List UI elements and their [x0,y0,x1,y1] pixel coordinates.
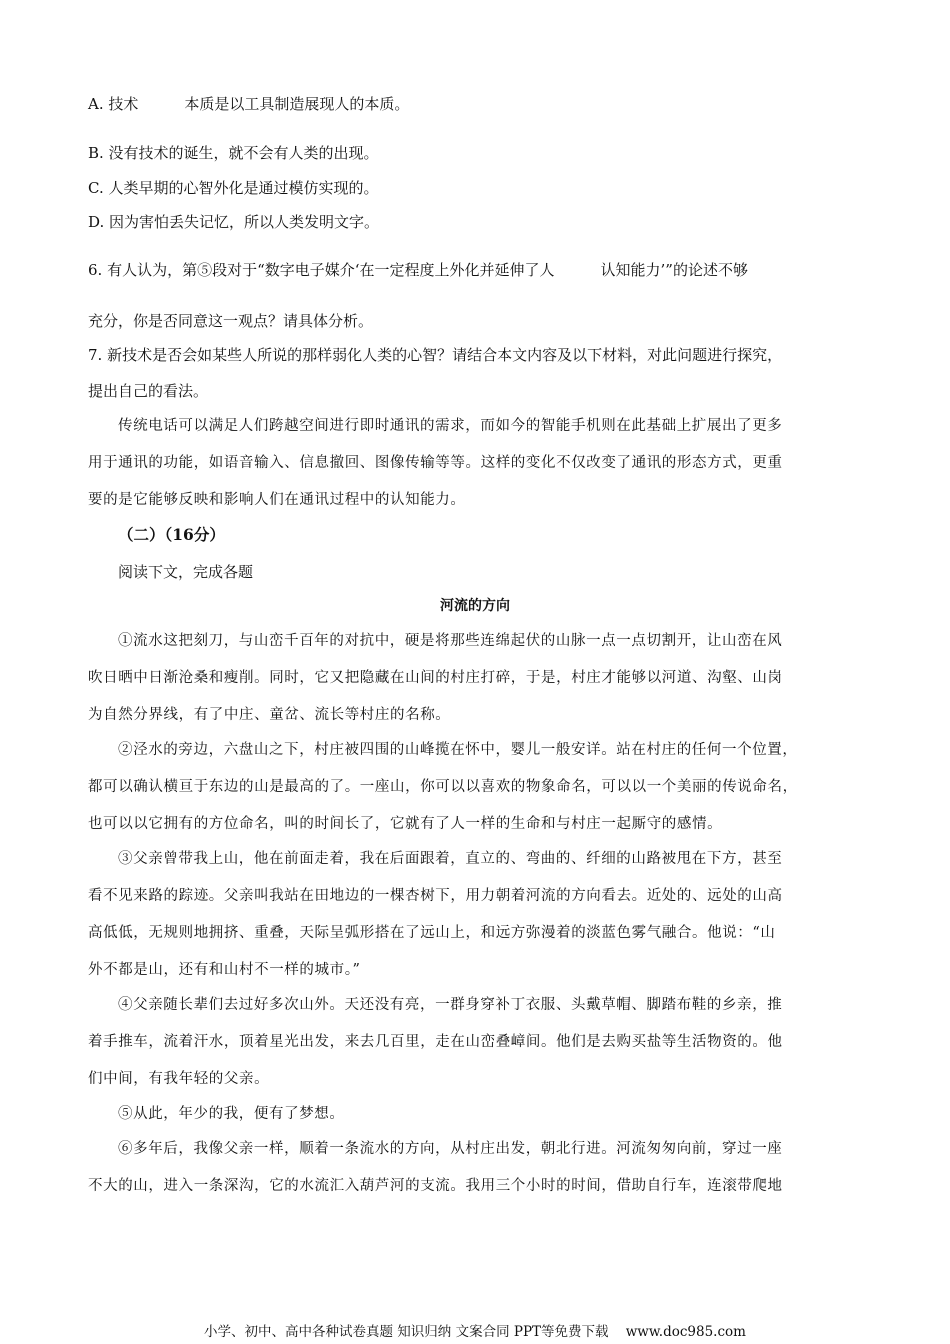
article-title: 河流的方向 [440,598,510,614]
paragraph-line: ①流水这把刻刀，与山峦千百年的对抗中，硬是将那些连绵起伏的山脉一点一点切割开，让山峦在风 [118,633,783,649]
question-7-line-2: 提出自己的看法。 [88,382,209,400]
paragraph-line: 吹日晒中日渐沧桑和瘦削。同时，它又把隐藏在山间的村庄打碎，于是，村庄才能够以河道、沟壑、山岗 [88,670,783,686]
paragraph-line: 为自然分界线，有了中庄、童岔、流长等村庄的名称。 [88,707,451,723]
paragraph-line: 们中间，有我年轻的父亲。 [88,1071,270,1087]
paragraph-line: ④父亲随长辈们去过好多次山外。天还没有亮，一群身穿补丁衣服、头戴草帽、脚踏布鞋的乡亲，推 [118,997,783,1013]
question-6-line-2: 充分，你是否同意这一观点？请具体分析。 [88,312,374,330]
question-7-line-1: 7. 新技术是否会如某些人所说的那样弱化人类的心智？请结合本文内容及以下材料，对此问题进行探究， [88,346,783,364]
paragraph-line: 都可以确认横亘于东边的山是最高的了。一座山，你可以以喜欢的物象命名，可以以一个美丽的传说命名， [88,779,798,795]
option-d: D. 因为害怕丢失记忆，所以人类发明文字。 [88,213,380,231]
question-6-line-1 [88,260,748,280]
option-b: B. 没有技术的诞生，就不会有人类的出现。 [88,144,379,162]
paragraph-line: 着手推车，流着汗水，顶着星光出发，来去几百里，走在山峦叠嶂间。他们是去购买盐等生活物资的。他 [88,1034,783,1050]
question-6-part-2: 认知能力’”的论述不够 [600,261,748,279]
paragraph-line: ③父亲曾带我上山，他在前面走着，我在后面跟着，直立的、弯曲的、纤细的山路被甩在下方，甚至 [118,851,783,867]
section-heading: （二）（16分） [118,525,225,544]
paragraph-line: 也可以以它拥有的方位命名，叫的时间长了，它就有了人一样的生命和与村庄一起厮守的感情。 [88,816,723,832]
material-line: 用于通讯的功能，如语音输入、信息撤回、图像传输等等。这样的变化不仅改变了通讯的形态方式，更重 [88,455,783,471]
paragraph-line: 外不都是山，还有和山村不一样的城市。” [88,962,361,978]
reading-instruction: 阅读下文，完成各题 [118,563,254,581]
material-line: 传统电话可以满足人们跨越空间进行即时通讯的需求，而如今的智能手机则在此基础上扩展出了更多 [118,418,783,434]
paragraph-line: ②泾水的旁边，六盘山之下，村庄被四围的山峰揽在怀中，婴儿一般安详。站在村庄的任何一个位置， [118,742,798,758]
footer-text: 小学、初中、高中各种试卷真题 知识归纳 文案合同 PPT等免费下载 www.doc985.com [204,1324,746,1340]
question-6-part-1: 6. 有人认为，第⑤段对于“数字电子媒介‘在一定程度上外化并延伸了人 [88,261,555,279]
paragraph-line: 看不见来路的踪迹。父亲叫我站在田地边的一棵杏树下，用力朝着河流的方向看去。近处的、远处的山高 [88,888,783,904]
material-line: 要的是它能够反映和影响人们在通讯过程中的认知能力。 [88,492,466,508]
option-c: C. 人类早期的心智外化是通过模仿实现的。 [88,179,379,197]
option-a-label: A. 技术 [88,95,139,113]
paragraph-line: 不大的山，进入一条深沟，它的水流汇入葫芦河的支流。我用三个小时的时间，借助自行车，连滚带爬地 [88,1178,783,1194]
option-a-text: 本质是以工具制造展现人的本质。 [184,95,410,113]
option-a [88,94,409,114]
paragraph-line: ⑤从此，年少的我，便有了梦想。 [118,1106,345,1122]
paragraph-line: ⑥多年后，我像父亲一样，顺着一条流水的方向，从村庄出发，朝北行进。河流匆匆向前，穿过一座 [118,1141,783,1157]
paragraph-line: 高低低，无规则地拥挤、重叠，天际呈弧形搭在了远山上，和远方弥漫着的淡蓝色雾气融合。他说：“山 [88,925,776,941]
